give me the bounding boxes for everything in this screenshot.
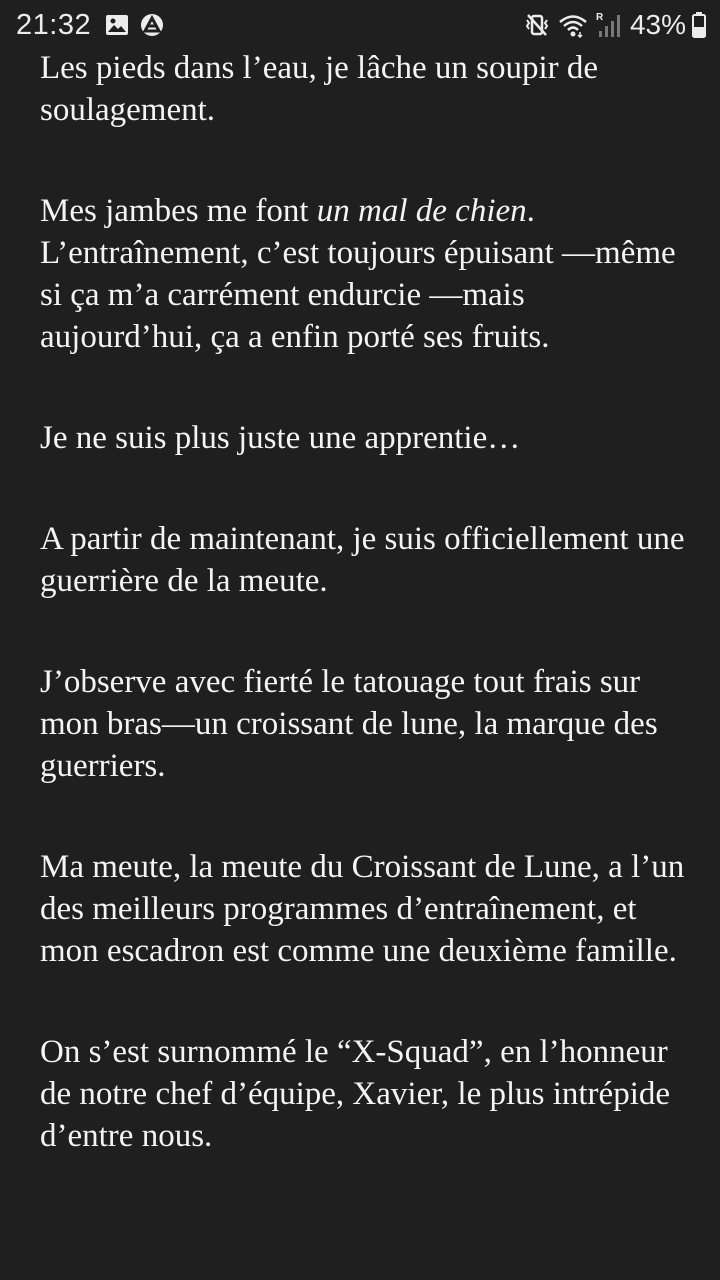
image-icon [105,14,129,36]
battery-icon [692,12,706,38]
paragraph: A partir de maintenant, je suis officiellement une guerrière de la meute. [40,521,685,599]
paragraph-text: Mes jambes me font [40,193,317,229]
paragraph-italic-text: un mal de chien [316,193,527,229]
paragraph: Ma meute, la meute du Croissant de Lune, a l’un des meilleurs programmes d’entraînement, et mon escadron est comme une deuxième famille. [40,849,685,969]
battery-percent: 43% [629,9,686,40]
signal-roaming-icon [596,11,622,39]
battery-fill [694,27,704,36]
svg-text:R: R [595,12,604,23]
paragraph [40,190,690,358]
app-notification-icon [139,12,165,38]
status-time: 21:32 [16,8,92,41]
paragraph: Les pieds dans l’eau, je lâche un soupir de soulagement. [40,50,599,128]
status-bar-left [16,9,175,42]
status-bar-right [524,9,706,41]
paragraph-text: . L’entraînement, c’est toujours épuisant —même si ça m’a carrément endurcie —mais aujourd’hui, ça a enfin porté ses fruits. [40,193,676,355]
status-bar [0,0,720,50]
paragraph: Je ne suis plus juste une apprentie… [40,420,521,456]
vibrate-mute-icon [524,12,550,38]
paragraph: J’observe avec fierté le tatouage tout frais sur mon bras—un croissant de lune, la marque des guerriers. [40,664,658,784]
reader-content [40,47,690,1216]
paragraph: On s’est surnommé le “X-Squad”, en l’honneur de notre chef d’équipe, Xavier, le plus intrépide d’entre nous. [40,1034,671,1154]
wifi-icon [558,12,588,38]
